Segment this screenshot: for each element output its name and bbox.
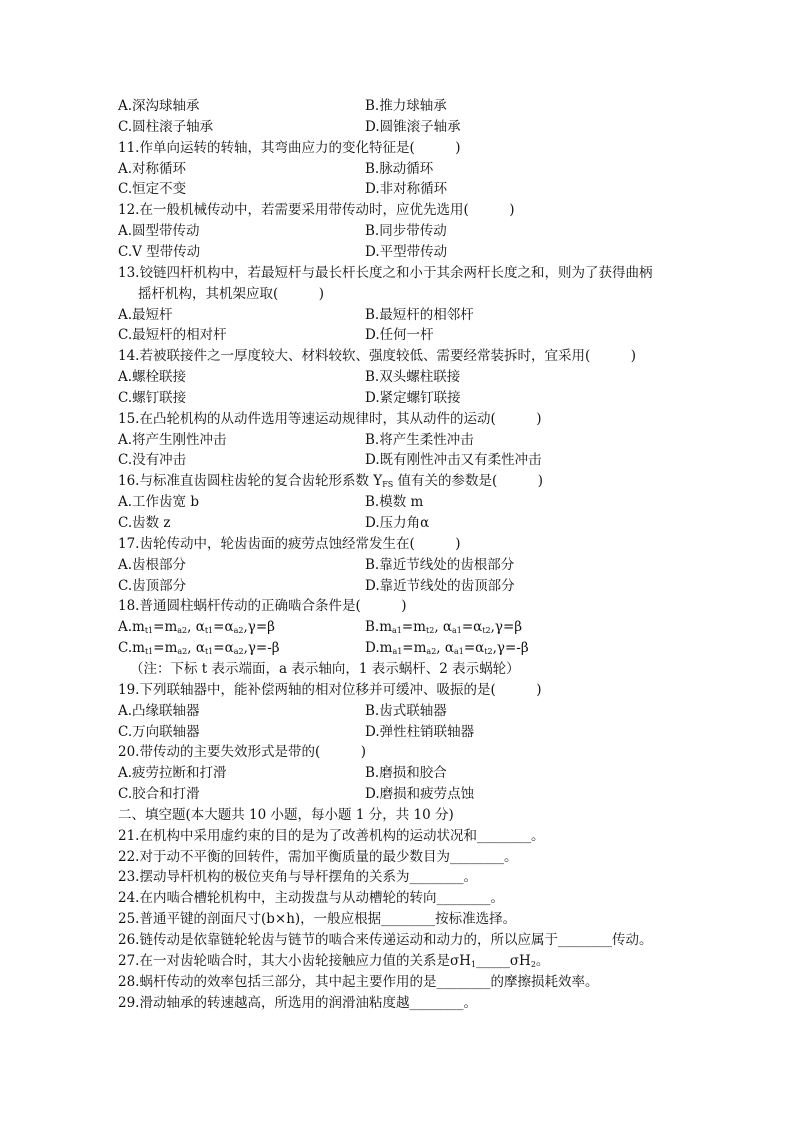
option-right: B.模数 m (365, 494, 424, 511)
text-line (0, 763, 794, 784)
note-text: （注：下标 t 表示端面，a 表示轴向，1 表示蜗杆、2 表示蜗轮） (130, 660, 520, 677)
text-line (0, 826, 794, 847)
option-left: C.没有冲击 (118, 452, 187, 469)
text-line (0, 659, 794, 680)
text-line (0, 847, 794, 868)
question-text: 29.滑动轴承的转速越高，所选用的润滑油粘度越________。 (118, 994, 477, 1011)
question-text: 22.对于动不平衡的回转件，需加平衡质量的最少数目为________。 (118, 848, 518, 865)
option-right: B.齿式联轴器 (365, 702, 447, 719)
option-left: A.凸缘联轴器 (118, 702, 200, 719)
option-left: C.胶合和打滑 (118, 786, 200, 803)
option-left: A.将产生刚性冲击 (118, 431, 227, 448)
option-left: C.圆柱滚子轴承 (118, 118, 214, 135)
formula-option-right: $B.m_{a1}=m_{t2}$, $\alpha_{a1}=\alpha_{t2},\gamma=\beta$ (365, 619, 523, 636)
text-line (0, 513, 794, 534)
text-line (0, 430, 794, 451)
option-right: D.非对称循环 (365, 181, 448, 198)
text-line (0, 117, 794, 138)
option-right: B.脉动循环 (365, 160, 434, 177)
text-line (0, 722, 794, 743)
option-left: C.齿数 z (118, 515, 171, 531)
question-text: 27.在一对齿轮啮合时，其大小齿轮接触应力值的关系是$\sigma H_1\_\_\_\_\_\sigma H_2$。 (118, 952, 550, 969)
text-line (0, 701, 794, 722)
question-text: 15.在凸轮机构的从动件选用等速运动规律时，其从动件的运动( ) (118, 410, 542, 427)
text-line (0, 909, 794, 930)
option-right: B.推力球轴承 (365, 98, 447, 114)
option-left: A.对称循环 (118, 160, 187, 177)
text-line (0, 325, 794, 346)
text-line (0, 179, 794, 200)
option-right: B.靠近节线处的齿根部分 (365, 556, 515, 573)
question-text: 13.铰链四杆机构中，若最短杆与最长杆长度之和小于其余两杆长度之和，则为了获得曲柄 (118, 264, 653, 281)
text-line (0, 638, 794, 659)
option-left: A.深沟球轴承 (118, 98, 200, 114)
text-line (0, 409, 794, 430)
text-line (0, 680, 794, 701)
option-right: D.圆锥滚子轴承 (365, 118, 461, 135)
option-right: B.最短杆的相邻杆 (365, 306, 474, 323)
question-text: 16.与标准直齿圆柱齿轮的复合齿轮形系数 $Y_{FS}$ 值有关的参数是( ) (118, 473, 544, 490)
question-text: 28.蜗杆传动的效率包括三部分，其中起主要作用的是________的摩擦损耗效率。 (118, 973, 599, 990)
option-right: D.既有刚性冲击又有柔性冲击 (365, 452, 542, 469)
question-text: 二、填空题(本大题共 10 小题，每小题 1 分，共 10 分) (118, 806, 454, 823)
option-right: D.弹性柱销联轴器 (365, 723, 475, 740)
option-right: B.将产生柔性冲击 (365, 431, 474, 448)
text-line (0, 805, 794, 826)
text-line (0, 96, 794, 117)
text-line (0, 930, 794, 951)
text-line (0, 784, 794, 805)
question-text: 19.下列联轴器中，能补偿两轴的相对位移并可缓冲、吸振的是( ) (118, 681, 542, 698)
question-continuation: 摇杆机构，其机架应取( ) (138, 285, 325, 302)
option-left: A.最短杆 (118, 306, 173, 323)
text-line (0, 200, 794, 221)
option-left: A.齿根部分 (118, 556, 187, 573)
question-text: 23.摆动导杆机构的极位夹角与导杆摆角的关系为________。 (118, 869, 477, 886)
option-right: D.紧定螺钉联接 (365, 389, 461, 406)
option-left: C.V 型带传动 (118, 243, 201, 260)
text-line (0, 617, 794, 638)
formula-option-right: $D.m_{a1}=m_{a2}$, $\alpha_{a1}=\alpha_{t2},\gamma=-\beta$ (365, 640, 529, 657)
question-text: 24.在内啮合槽轮机构中，主动拨盘与从动槽轮的转向________。 (118, 890, 504, 907)
text-line (0, 242, 794, 263)
question-text: 14.若被联接件之一厚度较大、材料较软、强度较低、需要经常装拆时，宜采用( ) (118, 348, 637, 365)
text-line (0, 596, 794, 617)
question-text: 26.链传动是依靠链轮轮齿与链节的啮合来传递运动和动力的，所以应属于________传动。 (118, 932, 653, 948)
question-text: 12.在一般机械传动中，若需要采用带传动时，应优先选用( ) (118, 202, 515, 219)
option-right: D.平型带传动 (365, 243, 448, 260)
option-left: A.螺栓联接 (118, 369, 187, 386)
question-text: 17.齿轮传动中，轮齿齿面的疲劳点蚀经常发生在( ) (118, 535, 461, 552)
text-line (0, 555, 794, 576)
text-line (0, 576, 794, 597)
text-line (0, 138, 794, 159)
text-line (0, 367, 794, 388)
text-line (0, 388, 794, 409)
text-line (0, 972, 794, 993)
text-line (0, 742, 794, 763)
text-line (0, 534, 794, 555)
text-line (0, 305, 794, 326)
question-text: 20.带传动的主要失效形式是带的( ) (118, 744, 367, 761)
text-line (0, 221, 794, 242)
text-line (0, 284, 794, 305)
option-left: C.螺钉联接 (118, 389, 187, 406)
text-line (0, 450, 794, 471)
text-line (0, 951, 794, 972)
option-right: D.任何一杆 (365, 327, 434, 344)
option-right: D.压力角α (365, 515, 430, 531)
option-left: A.圆型带传动 (118, 223, 200, 240)
option-right: D.磨损和疲劳点蚀 (365, 786, 475, 803)
text-line (0, 492, 794, 513)
text-line (0, 867, 794, 888)
text-line (0, 263, 794, 284)
option-left: A.疲劳拉断和打滑 (118, 765, 227, 782)
option-right: B.同步带传动 (365, 223, 447, 240)
text-line (0, 993, 794, 1014)
option-right: D.靠近节线处的齿顶部分 (365, 577, 515, 594)
option-left: C.齿顶部分 (118, 577, 187, 594)
text-line (0, 159, 794, 180)
question-text: 25.普通平键的剖面尺寸(b×h)，一般应根据________按标准选择。 (118, 911, 517, 928)
formula-option-left: $A.m_{t1}=m_{a2}$, $\alpha_{t1}=\alpha_{a2},\gamma=\beta$ (118, 619, 275, 636)
option-left: A.工作齿宽 b (118, 494, 199, 511)
option-left: C.万向联轴器 (118, 723, 200, 740)
formula-option-left: $C.m_{t1}=m_{a2}$, $\alpha_{t1}=\alpha_{a2},\gamma=-\beta$ (118, 640, 280, 657)
text-line (0, 471, 794, 492)
question-text: 21.在机构中采用虚约束的目的是为了改善机构的运动状况和________。 (118, 827, 545, 844)
option-left: C.恒定不变 (118, 181, 187, 198)
option-right: B.双头螺柱联接 (365, 369, 461, 386)
option-right: B.磨损和胶合 (365, 765, 447, 782)
text-line (0, 346, 794, 367)
option-left: C.最短杆的相对杆 (118, 327, 227, 344)
text-line (0, 888, 794, 909)
question-text: 11.作单向运转的转轴，其弯曲应力的变化特征是( ) (118, 139, 461, 156)
question-text: 18.普通圆柱蜗杆传动的正确啮合条件是( ) (118, 598, 407, 615)
